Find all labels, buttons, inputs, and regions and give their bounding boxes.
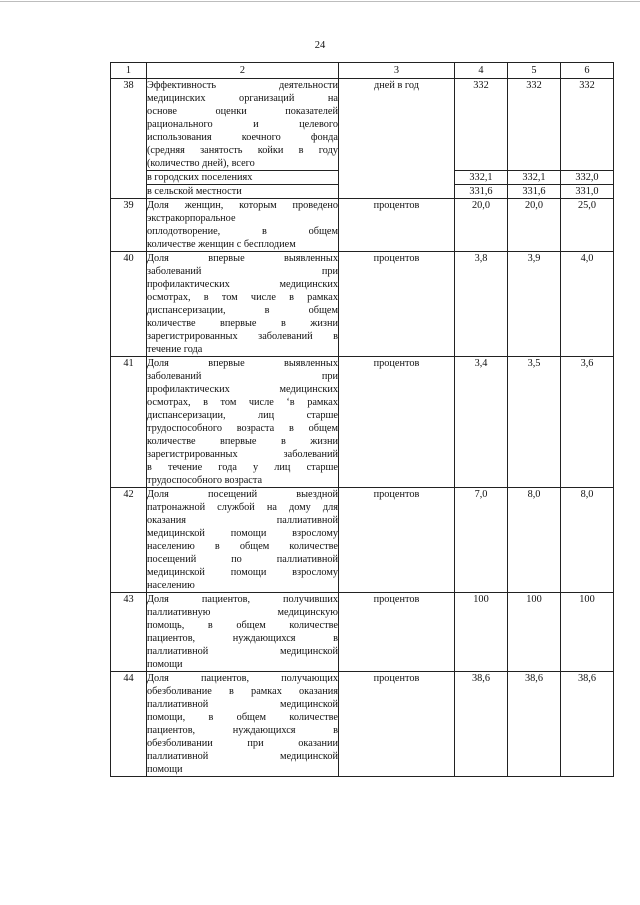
indicator-name-line: количестве впервые в жизни (147, 436, 338, 447)
table-body (111, 79, 614, 777)
indicator-name (147, 199, 339, 252)
table-row (111, 593, 614, 672)
row-number: 42 (111, 488, 147, 593)
indicator-name-line: обезболивание в рамках оказания (147, 686, 338, 697)
indicator-name-line: использования коечного фонда (147, 132, 338, 143)
indicator-name-line: помощи, в общем количестве (147, 712, 338, 723)
indicator-name-line: осмотрах, в том числе в рамках (147, 292, 338, 303)
row-number: 38 (111, 79, 147, 199)
value-col-5: 3,5 (508, 357, 561, 488)
indicator-name-line: пациентов, нуждающихся в (147, 633, 338, 644)
value-col-6: 4,0 (561, 252, 614, 357)
indicator-name-line: оплодотворение, в общем (147, 226, 338, 237)
indicator-name-line: осмотрах, в том числе ‘в рамках (147, 397, 338, 408)
indicator-name-line: патронажной службой на дому для (147, 502, 338, 513)
indicator-name-line: зарегистрированных заболеваний (147, 449, 338, 460)
value-col-4: 332 (455, 79, 508, 171)
unit-cell: процентов (339, 593, 455, 672)
top-rule (0, 1, 640, 2)
indicator-name-line: паллиативной медицинской (147, 751, 338, 762)
indicator-name-line: оказания паллиативной (147, 515, 338, 526)
value-col-4: 20,0 (455, 199, 508, 252)
indicator-name-line: профилактических медицинских (147, 384, 338, 395)
indicator-name-line: Эффективность деятельности (147, 80, 338, 91)
indicator-name-line: Доля пациентов, получивших (147, 594, 338, 605)
indicator-name (147, 672, 339, 777)
value-col-5: 332 (508, 79, 561, 171)
unit-cell: процентов (339, 199, 455, 252)
value-col-5: 38,6 (508, 672, 561, 777)
indicator-name-line: помощи (147, 659, 183, 670)
indicator-name-line: в течение года у лиц старше (147, 462, 338, 473)
indicators-table (110, 62, 614, 777)
indicator-name-line: пациентов, нуждающихся в (147, 725, 338, 736)
indicator-name-line: медицинской помощи взрослому (147, 528, 338, 539)
indicator-name-line: зарегистрированных заболеваний в (147, 331, 338, 342)
subrow-value-col-5: 331,6 (508, 185, 561, 199)
value-col-4: 3,4 (455, 357, 508, 488)
indicator-name-line: Доля впервые выявленных (147, 358, 338, 369)
indicator-name-line: течение года (147, 344, 203, 355)
row-number: 39 (111, 199, 147, 252)
row-number: 40 (111, 252, 147, 357)
value-col-6: 38,6 (561, 672, 614, 777)
indicator-name-line: (количество дней), всего (147, 158, 255, 169)
indicator-name-line: (средняя занятость койки в году (147, 145, 338, 156)
indicator-name-line: заболеваний при (147, 266, 338, 277)
indicator-name (147, 79, 339, 171)
indicator-name (147, 488, 339, 593)
indicator-name-line: паллиативной медицинской (147, 646, 338, 657)
value-col-6: 100 (561, 593, 614, 672)
indicator-name-line: медицинской помощи взрослому (147, 567, 338, 578)
header-row (111, 63, 614, 79)
unit-cell: процентов (339, 357, 455, 488)
indicator-name-line: трудоспособного возраста в общем (147, 423, 338, 434)
indicator-name-line: паллиативную медицинскую (147, 607, 338, 618)
page-number: 24 (314, 40, 326, 51)
indicator-name (147, 357, 339, 488)
indicator-name (147, 252, 339, 357)
indicator-name-line: обезболивании при оказании (147, 738, 338, 749)
indicator-name-line: Доля пациентов, получающих (147, 673, 338, 684)
indicator-name-line: диспансеризации, лиц старше (147, 410, 338, 421)
value-col-6: 332 (561, 79, 614, 171)
indicator-name-line: Доля женщин, которым проведено (147, 200, 338, 211)
indicator-name-line: паллиативной медицинской (147, 699, 338, 710)
value-col-6: 25,0 (561, 199, 614, 252)
row-number: 43 (111, 593, 147, 672)
value-col-4: 100 (455, 593, 508, 672)
indicator-name-line: экстракорпоральное (147, 213, 236, 224)
subrow-value-col-4: 332,1 (455, 171, 508, 185)
value-col-6: 8,0 (561, 488, 614, 593)
header-col-2: 2 (147, 63, 339, 79)
unit-cell: дней в год (339, 79, 455, 199)
subrow-value-col-6: 331,0 (561, 185, 614, 199)
value-col-5: 3,9 (508, 252, 561, 357)
row-number: 44 (111, 672, 147, 777)
value-col-4: 7,0 (455, 488, 508, 593)
indicator-name-line: медицинских организаций на (147, 93, 338, 104)
table-row (111, 488, 614, 593)
header-col-6: 6 (561, 63, 614, 79)
indicator-name-line: Доля впервые выявленных (147, 253, 338, 264)
indicator-name-line: количестве женщин с бесплодием (147, 239, 296, 250)
subrow-label: в сельской местности (147, 185, 339, 199)
value-col-5: 8,0 (508, 488, 561, 593)
header-col-1: 1 (111, 63, 147, 79)
subrow-value-col-6: 332,0 (561, 171, 614, 185)
value-col-5: 20,0 (508, 199, 561, 252)
value-col-6: 3,6 (561, 357, 614, 488)
indicator-name (147, 593, 339, 672)
indicator-name-line: количестве впервые в жизни (147, 318, 338, 329)
subrow-label: в городских поселениях (147, 171, 339, 185)
subrow-value-col-4: 331,6 (455, 185, 508, 199)
table-row (111, 357, 614, 488)
indicator-name-line: помощи (147, 764, 183, 775)
indicator-name-line: диспансеризации, в общем (147, 305, 338, 316)
indicator-name-line: населению (147, 580, 195, 591)
unit-cell: процентов (339, 252, 455, 357)
indicator-name-line: посещений по паллиативной (147, 554, 338, 565)
table-row (111, 252, 614, 357)
row-number: 41 (111, 357, 147, 488)
indicator-name-line: Доля посещений выездной (147, 489, 338, 500)
value-col-5: 100 (508, 593, 561, 672)
indicator-name-line: рационального и целевого (147, 119, 338, 130)
indicator-name-line: помощь, в общем количестве (147, 620, 338, 631)
table-row (111, 79, 614, 171)
value-col-4: 3,8 (455, 252, 508, 357)
header-col-4: 4 (455, 63, 508, 79)
value-col-4: 38,6 (455, 672, 508, 777)
indicator-name-line: основе оценки показателей (147, 106, 338, 117)
indicator-name-line: заболеваний при (147, 371, 338, 382)
indicator-name-line: профилактических медицинских (147, 279, 338, 290)
unit-cell: процентов (339, 488, 455, 593)
header-col-3: 3 (339, 63, 455, 79)
table-row (111, 199, 614, 252)
indicator-name-line: трудоспособного возраста (147, 475, 263, 486)
indicator-name-line: населению в общем количестве (147, 541, 338, 552)
table-row (111, 672, 614, 777)
header-col-5: 5 (508, 63, 561, 79)
subrow-value-col-5: 332,1 (508, 171, 561, 185)
unit-cell: процентов (339, 672, 455, 777)
